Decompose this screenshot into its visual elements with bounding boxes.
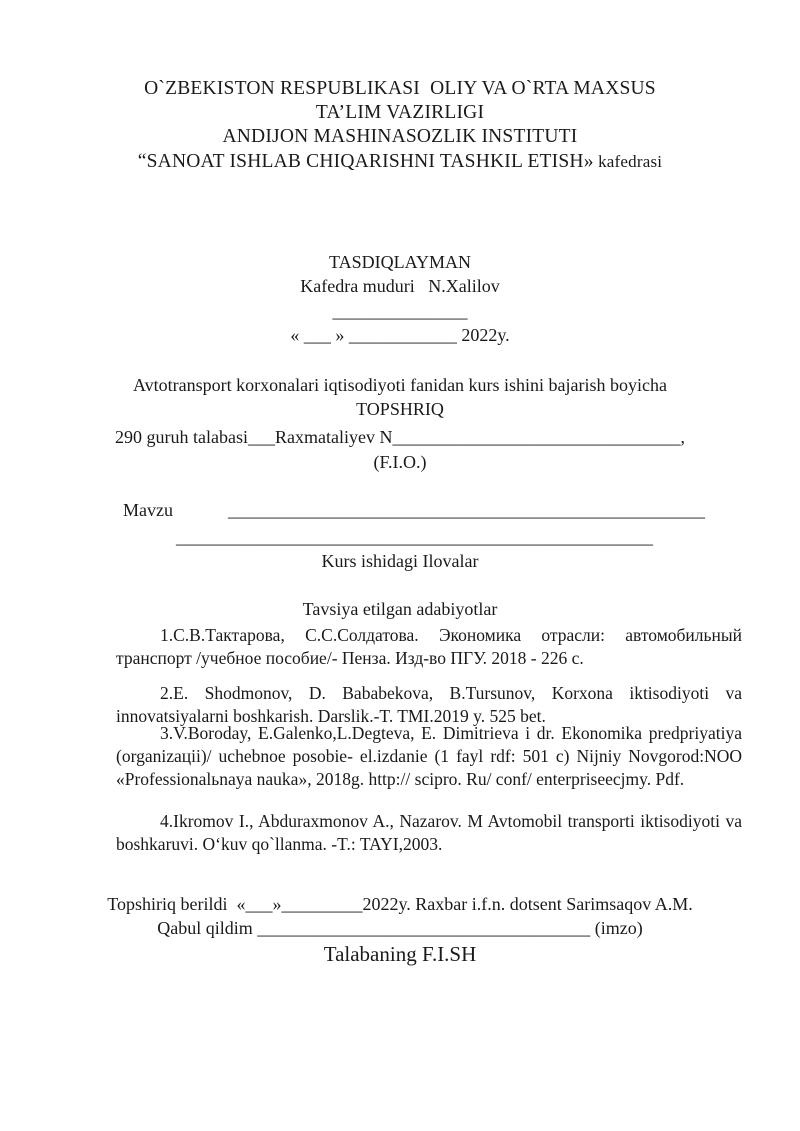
approval-title: TASDIQLAYMAN	[329, 252, 471, 272]
ministry-line-2: TA’LIM VAZIRLIGI	[315, 102, 485, 123]
fio-label: (F.I.O.)	[373, 452, 427, 472]
student-line: 290 guruh talabasi___Raxmataliyev N________________________________,	[115, 427, 685, 447]
institute-name: ANDIJON MASHINASOZLIK INSTITUTI	[222, 126, 578, 147]
student-fish-label: Talabaning F.I.SH	[323, 942, 477, 966]
issued-line: Topshiriq berildi «___»_________2022y. Raxbar i.f.n. dotsent Sarimsaqov A.M.	[107, 894, 693, 914]
references-heading: Tavsiya etilgan adabiyotlar	[302, 599, 498, 619]
topic-line-2: _____________________________________________________	[176, 527, 653, 547]
approval-date-line: « ___ » ____________ 2022y.	[290, 325, 510, 345]
reference-item-2: 2.E. Shodmonov, D. Bababekova, B.Tursunov, Korxona iktisodiyoti va innovatsiyalarni boshkarish. Darslik.-T. TMI.2019 y. 525 bet.	[116, 683, 742, 726]
reference-item-4: 4.Ikromov I., Abduraxmonov A., Nazarov. M Avtomobil transporti iktisodiyoti va boshkaruvi. O‘kuv qo`llanma. -T.: TAYI,2003.	[116, 811, 742, 854]
department-suffix: kafedrasi	[593, 152, 663, 171]
approval-signature-line: _______________	[332, 301, 468, 321]
topic-line-1: _____________________________________________________	[228, 500, 705, 520]
accepted-line: Qabul qildim _____________________________________ (imzo)	[157, 918, 643, 938]
reference-item-1: 1.С.В.Тактарова, С.С.Солдатова. Экономика отрасли: автомобильный транспорт /учебное пособие/- Пенза. Изд-во ПГУ. 2018 - 226 с.	[116, 625, 742, 668]
appendix-label: Kurs ishidagi Ilovalar	[321, 551, 479, 571]
department-title: “SANOAT ISHLAB CHIQARISHNI TASHKIL ETISH»	[137, 151, 594, 172]
approval-head: Kafedra muduri N.Xalilov	[300, 276, 500, 296]
department-name	[0, 151, 800, 173]
topic-label: Mavzu	[123, 500, 173, 520]
assignment-title: TOPSHRIQ	[356, 399, 444, 419]
ministry-line-1: O`ZBEKISTON RESPUBLIKASI OLIY VA O`RTA MAXSUS	[144, 78, 656, 99]
assignment-subject: Avtotransport korxonalari iqtisodiyoti fanidan kurs ishini bajarish boyicha	[132, 375, 668, 395]
reference-item-3: 3.V.Boroday, E.Galenko,L.Degteva, E. Dimitrieva i dr. Ekonomika predpriyatiya (organizaцii)/ uchebnoe posobie- el.izdanie (1 fayl rdf: 501 c) Nijniy Novgorod:NOO «Professionalьnaya nauka», 2018g. http:// scipro. Ru/ conf/ enterpriseecjmy. Pdf.	[116, 723, 742, 789]
